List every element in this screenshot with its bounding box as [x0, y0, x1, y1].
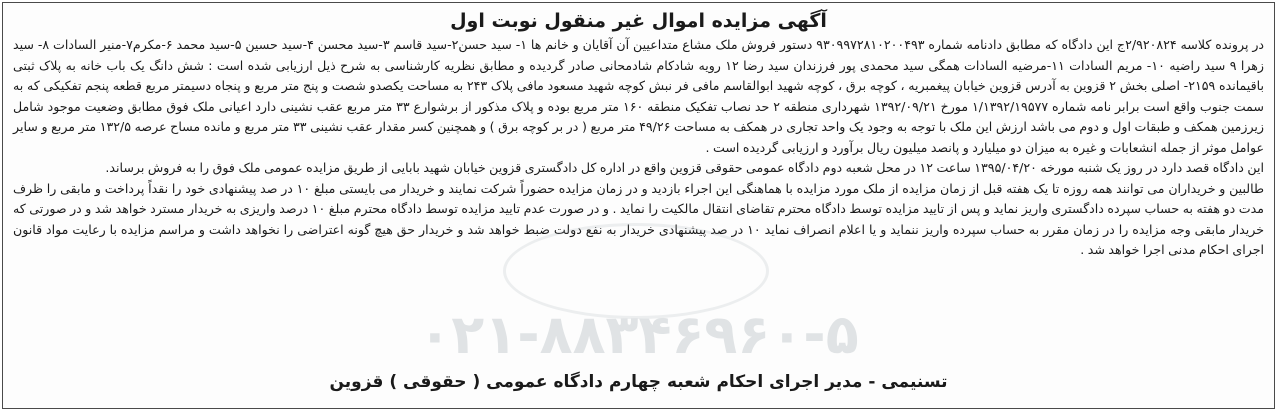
- paragraph-property-details: در پرونده کلاسه ۲/۹۲۰۸۲۴ج این دادگاه که مطابق دادنامه شماره ۹۳۰۹۹۷۲۸۱۰۲۰۰۴۹۳ دستور فروش ملک مشاع متداعیین آن آقایان و خانم ها ۱- سید حسن۲-سید قاسم ۳-سید محسن ۴-سید حسین ۵-سید محمد ۶-مکرم۷-منیر السادات ۸- سید زهرا ۹ سید راضیه ۱۰- مریم السادات ۱۱-مرضیه السادات همگی سید محمدی پور فرزندان سید رضا ۱۲ رویه شادکام شادمحانی صادر گردیده و مطابق نظریه کارشناسی به شرح ذیل ارزیابی شده است : شش دانگ یک باب خانه به پلاک ثبتی باقیمانده ۲۱۵۹- اصلی بخش ۲ قزوین به آدرس قزوین خیابان پیغمبریه ، کوچه برق ، کوچه شهید ابوالقاسم مافی فر نبش کوچه شهید مسعود مافی پلاک ۲۴۳ به مساحت یکصدو شصت و پنج متر مربع و پنجاه دسیمتر مربع قطعه پنجم تفکیکی که به سمت جنوب واقع است برابر نامه شماره ۱/۱۳۹۲/۱۹۵۷۷ مورخ ۱۳۹۲/۰۹/۲۱ شهرداری منطقه ۲ حد نصاب تفکیک منطقه ۱۶۰ متر مربع بوده و پلاک مذکور از برشوارع ۳۳ متر مربع عقب نشینی دارد اعیانی ملک فوق مطابق وضعیت موجود شامل زیرزمین همکف و طبقات اول و دوم می باشد ارزش این ملک با توجه به وجود یک واحد تجاری در همکف به مساحت ۴۹/۲۶ متر مربع ( در بر کوچه برق ) و همچنین کسر مقدار عقب نشینی ۳۳ متر مربع و مانده مساح عرصه ۱۳۲/۵ متر مربع و سایر عوامل موثر از جمله انشعابات و غیره به میزان دو میلیارد و پانصد میلیون ریال برآورد و ارزیابی گردیده است .: [13, 37, 1265, 155]
- notice-body: [3, 35, 1274, 261]
- paragraph-bidding-terms: طالبین و خریداران می توانند همه روزه تا یک هفته قبل از زمان مزایده از ملک مورد مزایده با هماهنگی این اجراء بازدید و در زمان مزایده حضوراً شرکت نمایند و خریدار می بایستی مبلغ ۱۰ در صد پیشنهادی خود را نقداً پرداخت و مابقی را ظرف مدت دو هفته به حساب سپرده دادگستری واریز نماید و پس از تایید مزایده توسط دادگاه محترم تقاضای انتقال مالکیت را نماید . و در صورت عدم تایید مزایده توسط دادگاه محترم مبلغ ۱۰ درصد واریزی به خریدار مسترد خواهد شد و در صورتی که خریدار مابقی وجه مزایده را در زمان مقرر به حساب سپرده واریز ننماید و یا اعلام انصراف نماید ۱۰ در صد پیشنهادی خریدار به نفع دولت ضبط خواهد شد و خریدار حق هیچ گونه اعتراضی را نخواهد داشت و مراسم مزایده با رعایت مواد قانون اجرای احکام مدنی اجرا خواهد شد .: [13, 180, 1264, 257]
- notice-signature: تسنیمی - مدیر اجرای احکام شعبه چهارم دادگاه عمومی ( حقوقی ) قزوین: [329, 372, 948, 392]
- watermark-phone: ۰۲۱-۸۸۳۴۶۹۶۰-۵: [418, 303, 859, 366]
- notice-title: آگهی مزایده اموال غیر منقول نوبت اول: [450, 10, 827, 32]
- paragraph-auction-date: این دادگاه قصد دارد در روز یک شنبه مورخه ۱۳۹۵/۰۴/۲۰ ساعت ۱۲ در محل شعبه دوم دادگاه عمومی حقوقی قزوین واقع در اداره کل دادگستری قزوین خیابان شهید بابایی از طریق مزایده عمومی ملک فوق را به فروش برساند.: [105, 160, 1264, 175]
- auction-notice: [2, 2, 1275, 409]
